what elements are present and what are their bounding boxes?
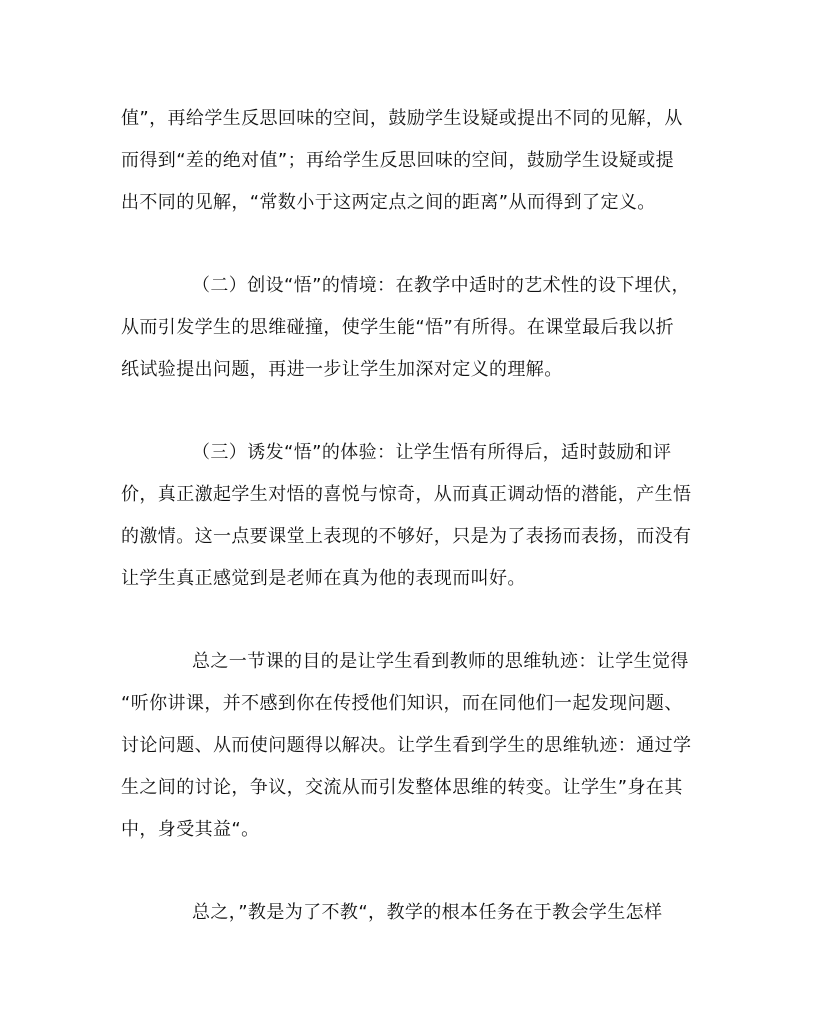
paragraph-3-line-2: 价，真正激起学生对悟的喜悦与惊奇，从而真正调动悟的潜能，产生悟 bbox=[121, 484, 692, 505]
paragraph-3-line-4: 让学生真正感觉到是老师在真为他的表现而叫好。 bbox=[121, 568, 526, 589]
paragraph-1-line-2: 而得到“差的绝对值”；再给学生反思回味的空间，鼓励学生设疑或提 bbox=[121, 150, 675, 171]
paragraph-4-line-2: “听你讲课，并不感到你在传授他们知识，而在同他们一起发现问题、 bbox=[121, 693, 683, 714]
paragraph-3-line-3: 的激情。这一点要课堂上表现的不够好，只是为了表扬而表扬，而没有 bbox=[121, 526, 692, 547]
paragraph-2-line-1: （二）创设“悟”的情境：在教学中适时的艺术性的设下埋伏， bbox=[192, 275, 690, 296]
paragraph-1-line-1: 值”，再给学生反思回味的空间，鼓励学生设疑或提出不同的见解，从 bbox=[121, 108, 683, 129]
paragraph-2-line-3: 纸试验提出问题，再进一步让学生加深对定义的理解。 bbox=[121, 359, 563, 380]
paragraph-5-line-1: 总之，”教是为了不教“，教学的根本任务在于教会学生怎样 bbox=[192, 902, 663, 923]
paragraph-4-line-4: 生之间的讨论，争议，交流从而引发整体思维的转变。让学生”身在其 bbox=[121, 777, 683, 798]
paragraph-4-line-5: 中，身受其益“。 bbox=[121, 819, 260, 840]
paragraph-2-line-2: 从而引发学生的思维碰撞，使学生能“悟”有所得。在课堂最后我以折 bbox=[121, 317, 675, 338]
paragraph-4-line-3: 讨论问题、从而使问题得以解决。让学生看到学生的思维轨迹：通过学 bbox=[121, 735, 692, 756]
paragraph-3-line-1: （三）诱发“悟”的体验：让学生悟有所得后，适时鼓励和评 bbox=[192, 442, 672, 463]
paragraph-4-line-1: 总之一节课的目的是让学生看到教师的思维轨迹：让学生觉得 bbox=[192, 651, 689, 672]
paragraph-1-line-3: 出不同的见解，“常数小于这两定点之间的距离”从而得到了定义。 bbox=[121, 192, 656, 213]
